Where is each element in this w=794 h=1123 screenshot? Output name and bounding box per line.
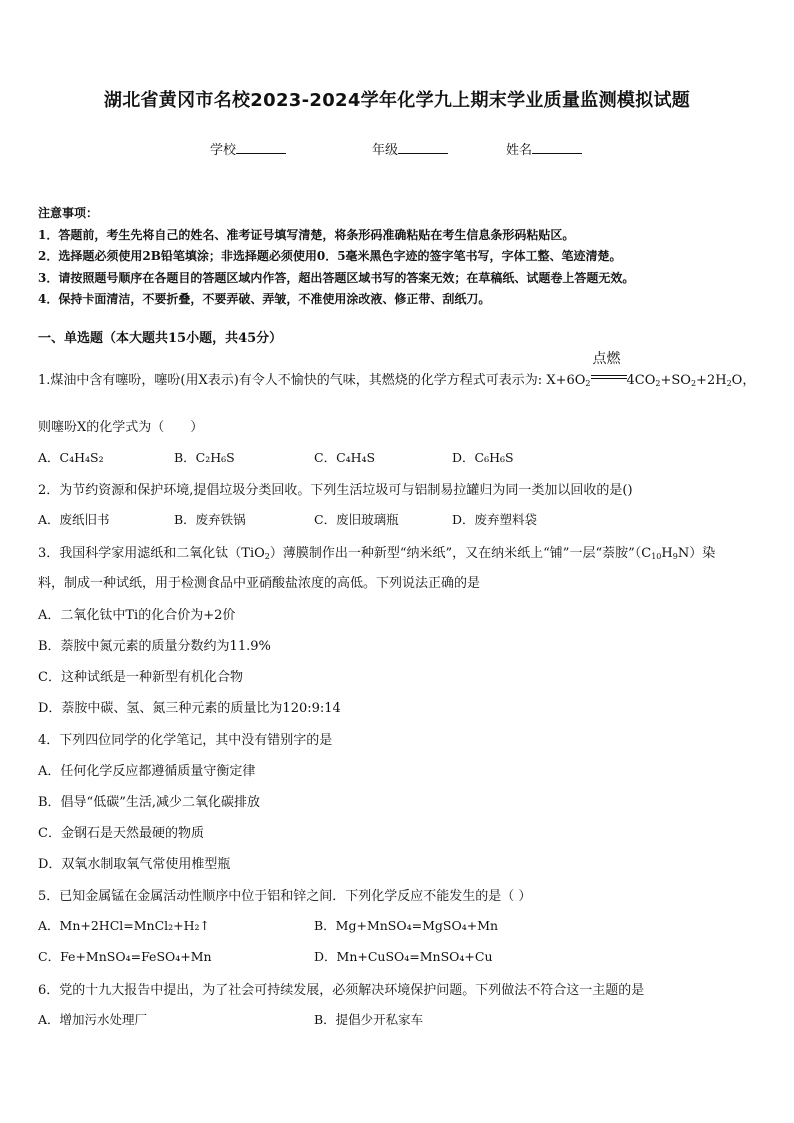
q1-tail: O， xyxy=(731,373,756,388)
notice-item: 2．选择题必须使用2B铅笔填涂；非选择题必须使用0．5毫米黑色字迹的签字笔书写，字体工整、笔迹清楚。 xyxy=(38,249,622,263)
q1-text-before: 1.煤油中含有噻吩，噻吩(用X表示)有令人不愉快的气味，其燃烧的化学方程式可表示为: X+6O xyxy=(38,373,586,388)
notice-item: 3．请按照题号顺序在各题目的答题区域内作答，超出答题区域书写的答案无效；在草稿纸、试题卷上答题无效。 xyxy=(38,270,635,285)
option-c[interactable]: C．Fe+MnSO₄=FeSO₄+Mn xyxy=(38,949,212,964)
option-b[interactable]: B．C₂H₆S xyxy=(174,450,235,465)
question-2-options xyxy=(38,510,758,528)
option-a[interactable]: A．二氧化钛中Ti的化合价为+2价 xyxy=(38,608,236,623)
q3-sub: 2 xyxy=(264,552,270,561)
q3-sub: 10 xyxy=(651,552,662,561)
option-c[interactable]: C．废旧玻璃瓶 xyxy=(314,512,399,527)
option-d[interactable]: D．双氧水制取氧气常使用椎型瓶 xyxy=(38,857,231,872)
notice-heading: 注意事项： xyxy=(38,206,99,220)
section-title: 一、单选题（本大题共15小题，共45分） xyxy=(38,331,283,346)
student-info-line xyxy=(0,139,794,159)
option-a[interactable]: A．Mn+2HCl=MnCl₂+H₂↑ xyxy=(38,918,211,933)
notice-block xyxy=(38,203,758,311)
name-label: 姓名 xyxy=(506,143,533,158)
question-1-prompt: 则噻吩X的化学式为（ ） xyxy=(38,420,204,435)
exam-title: 湖北省黄冈市名校2023-2024学年化学九上期末学业质量监测模拟试题 xyxy=(103,90,691,111)
question-4-text: 4．下列四位同学的化学笔记，其中没有错别字的是 xyxy=(38,733,333,748)
q3-text: H xyxy=(661,546,673,561)
question-6-options xyxy=(38,1010,758,1028)
grade-label: 年级 xyxy=(372,143,399,158)
option-a[interactable]: A．废纸旧书 xyxy=(38,512,110,527)
option-a[interactable]: A．C₄H₄S₂ xyxy=(38,450,104,465)
q1-products: 4CO xyxy=(626,373,656,388)
q1-sub: 2 xyxy=(690,379,697,388)
school-label: 学校 xyxy=(210,143,237,158)
option-d[interactable]: D．C₆H₆S xyxy=(452,450,514,465)
question-5-options-row-1 xyxy=(38,916,758,934)
option-c[interactable]: C．这种试纸是一种新型有机化合物 xyxy=(38,670,243,685)
option-a[interactable]: A．任何化学反应都遵循质量守衡定律 xyxy=(38,764,256,779)
question-5-text: 5．已知金属锰在金属活动性顺序中位于铝和锌之间．下列化学反应不能发生的是（ ） xyxy=(38,889,532,904)
q3-text: ）薄膜制作出一种新型“纳米纸”，又在纳米纸上“铺”一层“萘胺”（C xyxy=(269,546,652,561)
option-d[interactable]: D．萘胺中碳、氢、氮三种元素的质量比为120:9:14 xyxy=(38,701,341,716)
option-c[interactable]: C．C₄H₄S xyxy=(314,450,376,465)
reaction-arrow xyxy=(591,351,627,386)
option-d[interactable]: D．废弃塑料袋 xyxy=(452,512,538,527)
question-3-line-2: 料，制成一种试纸，用于检测食品中亚硝酸盐浓度的高低。下列说法正确的是 xyxy=(38,576,481,591)
option-b[interactable]: B．倡导“低碳”生活,减少二氧化碳排放 xyxy=(38,795,260,810)
option-c[interactable]: C．金钢石是天然最硬的物质 xyxy=(38,826,204,841)
option-b[interactable]: B．提倡少开私家车 xyxy=(314,1012,424,1027)
question-3-line-1 xyxy=(38,542,715,561)
reaction-condition: 点燃 xyxy=(592,351,621,367)
q3-sub: 9 xyxy=(672,552,678,561)
school-field[interactable] xyxy=(210,139,286,158)
q1-tail: +SO xyxy=(660,373,691,388)
name-field[interactable] xyxy=(506,139,582,158)
q1-sub: 2 xyxy=(726,379,732,388)
name-blank[interactable] xyxy=(532,141,582,154)
question-2-text: 2．为节约资源和保护环境,提倡垃圾分类回收。下列生活垃圾可与铝制易拉罐归为同一类加以回收的是() xyxy=(38,483,633,498)
notice-item: 1．答题前，考生先将自己的姓名、准考证号填写清楚，将条形码准确粘贴在考生信息条形码粘贴区。 xyxy=(38,227,575,242)
question-1-options xyxy=(38,448,758,466)
option-a[interactable]: A．增加污水处理厂 xyxy=(38,1012,148,1027)
option-b[interactable]: B．Mg+MnSO₄=MgSO₄+Mn xyxy=(314,918,499,933)
option-d[interactable]: D．Mn+CuSO₄=MnSO₄+Cu xyxy=(314,949,493,964)
question-1-text xyxy=(38,351,756,388)
question-5-options-row-2 xyxy=(38,947,758,965)
question-6-text: 6．党的十九大报告中提出，为了社会可持续发展，必须解决环境保护问题。下列做法不符合这一主题的是 xyxy=(38,983,645,998)
grade-field[interactable] xyxy=(372,139,448,158)
q3-text: 3．我国科学家用滤纸和二氧化钛（TiO xyxy=(38,546,265,561)
option-b[interactable]: B．萘胺中氮元素的质量分数约为11.9% xyxy=(38,639,271,654)
q3-text: N）染 xyxy=(677,546,716,561)
q1-tail: +2H xyxy=(696,373,727,388)
grade-blank[interactable] xyxy=(398,141,448,154)
option-b[interactable]: B．废弃铁锅 xyxy=(174,512,246,527)
q1-sub: 2 xyxy=(585,379,591,388)
school-blank[interactable] xyxy=(236,141,286,154)
q1-sub: 2 xyxy=(655,379,661,388)
notice-item: 4．保持卡面清洁，不要折叠，不要弄破、弄皱，不准使用涂改液、修正带、刮纸刀。 xyxy=(38,292,491,306)
